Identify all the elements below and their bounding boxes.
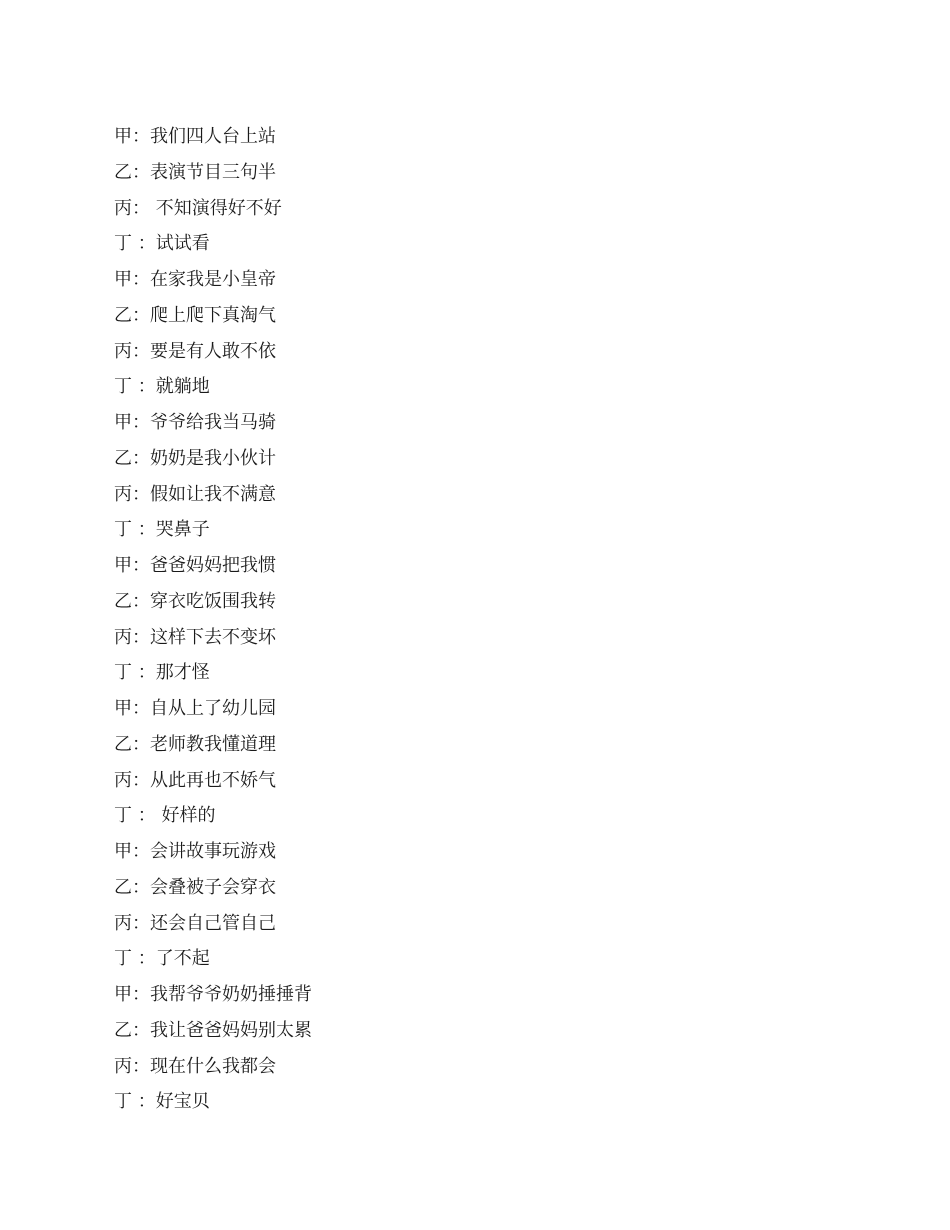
dialogue-line: 甲：会讲故事玩游戏: [114, 841, 276, 862]
dialogue-line: 丙： 不知演得好不好: [114, 197, 282, 219]
dialogue-line: 丁 ：哭鼻子: [114, 519, 210, 541]
dialogue-line: 丁 ：那才怪: [114, 662, 210, 684]
dialogue-line: 丙：这样下去不变坏: [114, 626, 276, 648]
dialogue-line: 乙：老师教我懂道理: [114, 733, 276, 755]
dialogue-line: 乙：奶奶是我小伙计: [114, 447, 276, 469]
dialogue-line: 甲：我帮爷爷奶奶捶捶背: [114, 984, 312, 1005]
dialogue-line: 乙：穿衣吃饭围我转: [114, 590, 276, 612]
dialogue-line: 丙：还会自己管自己: [114, 912, 276, 934]
dialogue-line: 甲：我们四人台上站: [114, 126, 276, 147]
dialogue-line: 乙：表演节目三句半: [114, 161, 276, 183]
dialogue-line: 乙：爬上爬下真淘气: [114, 304, 276, 326]
dialogue-line: 甲：在家我是小皇帝: [114, 269, 276, 290]
dialogue-lines: [114, 124, 714, 1125]
dialogue-line: 丁 ：试试看: [114, 233, 210, 255]
dialogue-line: 丙：现在什么我都会: [114, 1055, 276, 1077]
dialogue-line: 丙：假如让我不满意: [114, 483, 276, 505]
dialogue-line: 甲：爷爷给我当马骑: [114, 412, 276, 433]
dialogue-line: 丙：从此再也不娇气: [114, 769, 276, 791]
dialogue-line: 丁 ：了不起: [114, 948, 210, 970]
dialogue-line: 甲：自从上了幼儿园: [114, 698, 276, 719]
dialogue-line: 丁 ： 好样的: [114, 805, 216, 827]
dialogue-line: 丁 ：就躺地: [114, 376, 210, 398]
dialogue-line: 乙：我让爸爸妈妈别太累: [114, 1019, 312, 1041]
dialogue-line: 丁 ：好宝贝: [114, 1091, 210, 1113]
dialogue-line: 丙：要是有人敢不依: [114, 340, 276, 362]
dialogue-line: 甲：爸爸妈妈把我惯: [114, 555, 276, 576]
dialogue-line: 乙：会叠被子会穿衣: [114, 876, 276, 898]
